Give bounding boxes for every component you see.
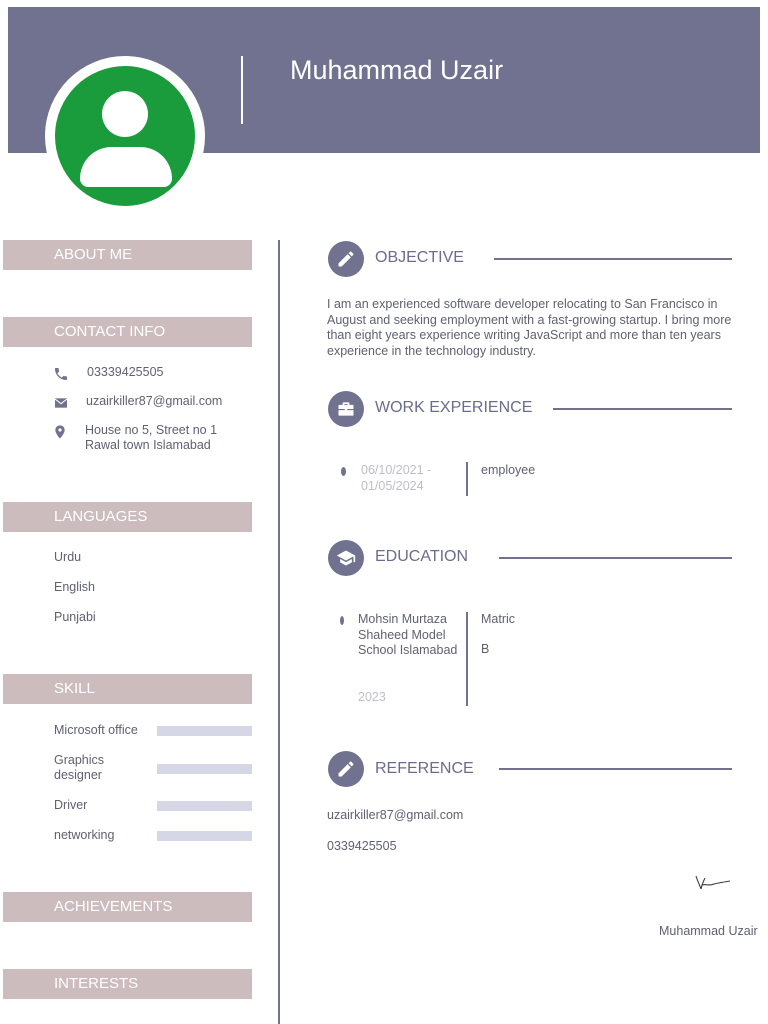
skill-label: Driver bbox=[54, 798, 88, 812]
phone-icon bbox=[53, 366, 69, 382]
about-me-heading: ABOUT ME bbox=[3, 240, 252, 270]
signature-name: Muhammad Uzair bbox=[659, 924, 758, 938]
timeline-dot bbox=[341, 467, 346, 476]
heading-rule bbox=[494, 258, 732, 260]
skill-label: Graphics designer bbox=[54, 753, 105, 782]
skill-label: networking bbox=[54, 828, 115, 842]
timeline-line bbox=[466, 612, 468, 706]
interests-heading: INTERESTS bbox=[3, 969, 252, 999]
contact-phone: 03339425505 bbox=[87, 365, 164, 379]
education-school: Mohsin Murtaza Shaheed Model School Islamabad bbox=[358, 612, 458, 658]
contact-email: uzairkiller87@gmail.com bbox=[86, 394, 223, 408]
heading-rule bbox=[499, 557, 732, 559]
skill-bar bbox=[157, 831, 252, 841]
pen-icon bbox=[328, 241, 364, 277]
education-grade: B bbox=[481, 642, 490, 656]
achievements-heading: ACHIEVEMENTS bbox=[3, 892, 252, 922]
language-item: Urdu bbox=[54, 550, 82, 564]
signature-image bbox=[692, 872, 732, 894]
column-divider bbox=[278, 240, 280, 1024]
objective-heading: OBJECTIVE bbox=[375, 249, 464, 266]
timeline-dot bbox=[340, 616, 344, 625]
mail-icon bbox=[53, 395, 69, 411]
skill-bar bbox=[157, 764, 252, 774]
reference-phone: 0339425505 bbox=[327, 839, 397, 853]
work-role: employee bbox=[481, 463, 536, 477]
skill-heading: SKILL bbox=[3, 674, 252, 704]
contact-info-heading: CONTACT INFO bbox=[3, 317, 252, 347]
work-experience-heading: WORK EXPERIENCE bbox=[375, 399, 533, 416]
skill-bar bbox=[157, 801, 252, 811]
reference-email: uzairkiller87@gmail.com bbox=[327, 808, 464, 822]
timeline-line bbox=[466, 462, 468, 496]
objective-text: I am an experienced software developer relocating to San Francisco in August and seeking employment with a fast-growing startup. I bring more than eight years experience writing JavaScript and more than ten years experience in the technology industry. bbox=[327, 297, 732, 358]
heading-rule bbox=[499, 768, 732, 770]
reference-heading: REFERENCE bbox=[375, 760, 474, 777]
language-item: Punjabi bbox=[54, 610, 96, 624]
location-pin-icon bbox=[52, 424, 68, 440]
education-degree: Matric bbox=[481, 612, 516, 626]
education-year: 2023 bbox=[358, 690, 386, 704]
work-dates: 06/10/2021 - 01/05/2024 bbox=[361, 463, 432, 493]
user-avatar-icon bbox=[55, 66, 195, 206]
pen-icon bbox=[328, 751, 364, 787]
skill-bar bbox=[157, 726, 252, 736]
contact-address: House no 5, Street no 1 Rawal town Islamabad bbox=[85, 423, 218, 452]
header-divider bbox=[241, 56, 243, 124]
resume-name: Muhammad Uzair bbox=[290, 55, 504, 85]
heading-rule bbox=[553, 408, 732, 410]
graduation-cap-icon bbox=[328, 540, 364, 576]
education-heading: EDUCATION bbox=[375, 548, 469, 565]
briefcase-icon bbox=[328, 391, 364, 427]
language-item: English bbox=[54, 580, 95, 594]
skill-label: Microsoft office bbox=[54, 723, 138, 737]
languages-heading: LANGUAGES bbox=[3, 502, 252, 532]
